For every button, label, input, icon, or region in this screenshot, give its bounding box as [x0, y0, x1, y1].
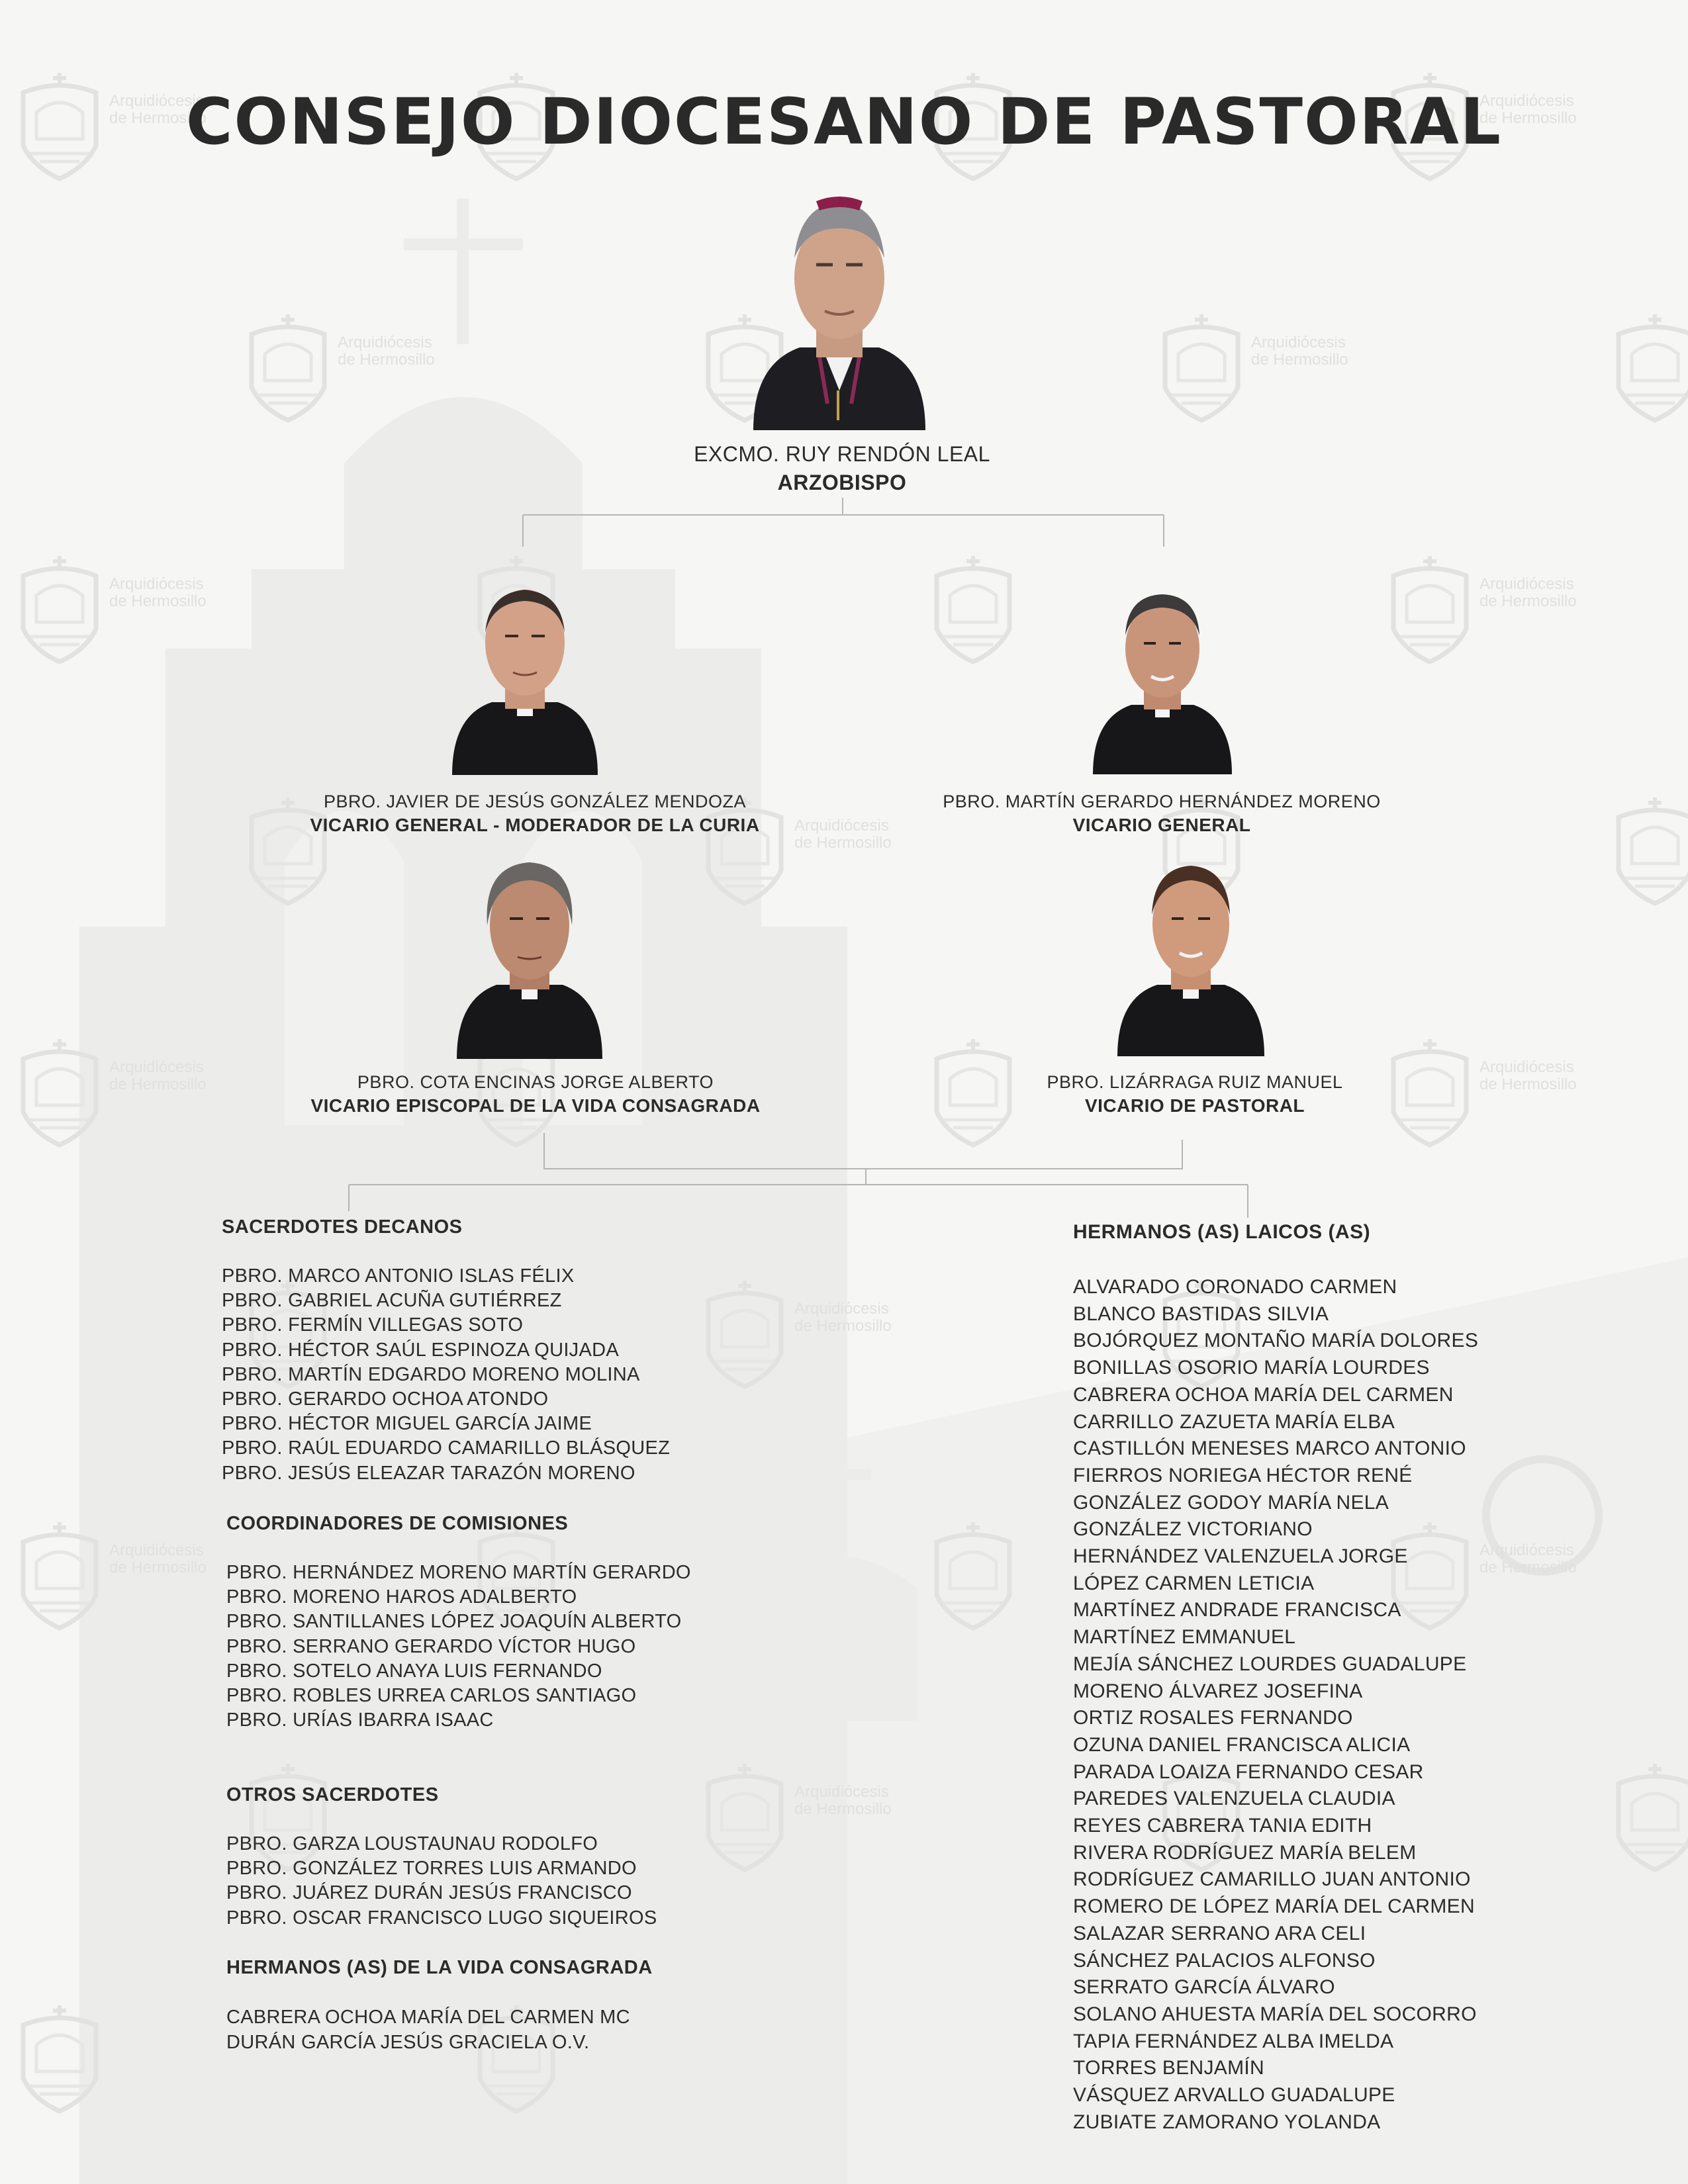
list-item: PBRO. HÉCTOR SAÚL ESPINOZA QUIJADA — [222, 1339, 619, 1361]
svg-text:Arquidiócesis: Arquidiócesis — [794, 817, 889, 835]
list-item: MARTÍNEZ EMMANUEL — [1073, 1626, 1296, 1649]
svg-text:Arquidiócesis: Arquidiócesis — [338, 334, 432, 351]
list-item: PBRO. OSCAR FRANCISCO LUGO SIQUEIROS — [226, 1907, 657, 1929]
list-item: FIERROS NORIEGA HÉCTOR RENÉ — [1073, 1464, 1413, 1486]
list-item: DURÁN GARCÍA JESÚS GRACIELA O.V. — [226, 2032, 590, 2053]
section-vida-consagrada — [226, 1957, 653, 2055]
list-item: TAPIA FERNÁNDEZ ALBA IMELDA — [1073, 2030, 1394, 2052]
list-item: PBRO. URÍAS IBARRA ISAAC — [226, 1709, 494, 1731]
list-item: SÁNCHEZ PALACIOS ALFONSO — [1073, 1949, 1376, 1972]
list-item: RODRÍGUEZ CAMARILLO JUAN ANTONIO — [1073, 1868, 1471, 1891]
list-item: PBRO. ROBLES URREA CARLOS SANTIAGO — [226, 1685, 637, 1707]
list-item: SERRATO GARCÍA ÁLVARO — [1073, 1976, 1335, 1999]
list-item: SOLANO AHUESTA MARÍA DEL SOCORRO — [1073, 2003, 1477, 2025]
member-list — [1073, 1274, 1478, 2136]
list-item: HERNÁNDEZ VALENZUELA JORGE — [1073, 1545, 1408, 1568]
list-item: ROMERO DE LÓPEZ MARÍA DEL CARMEN — [1073, 1895, 1475, 1918]
vicar-label — [310, 1072, 760, 1116]
vicar-name: PBRO. JAVIER DE JESÚS GONZÁLEZ MENDOZA — [323, 792, 747, 811]
svg-text:Arquidiócesis: Arquidiócesis — [109, 1541, 204, 1559]
svg-text:de Hermosillo: de Hermosillo — [794, 1800, 892, 1818]
list-item: PBRO. GARZA LOUSTAUNAU RODOLFO — [226, 1833, 598, 1854]
svg-text:de Hermosillo: de Hermosillo — [794, 1317, 892, 1335]
list-item: ALVARADO CORONADO CARMEN — [1073, 1276, 1397, 1298]
svg-text:de Hermosillo: de Hermosillo — [338, 351, 435, 369]
section-sacerdotes-decanos — [222, 1216, 670, 1486]
vicar-label — [1047, 1072, 1342, 1116]
svg-text:Arquidiócesis: Arquidiócesis — [1251, 334, 1346, 351]
section-heading: HERMANOS (AS) LAICOS (AS) — [1073, 1221, 1371, 1243]
svg-text:Arquidiócesis: Arquidiócesis — [109, 92, 204, 110]
svg-text:Arquidiócesis: Arquidiócesis — [109, 1058, 204, 1076]
list-item: PBRO. MARTÍN EDGARDO MORENO MOLINA — [222, 1363, 640, 1385]
list-item: PBRO. FERMÍN VILLEGAS SOTO — [222, 1314, 524, 1336]
list-item: PBRO. MORENO HAROS ADALBERTO — [226, 1586, 577, 1608]
vicar-name: PBRO. LIZÁRRAGA RUIZ MANUEL — [1047, 1072, 1343, 1092]
section-otros-sacerdotes — [226, 1784, 657, 1931]
section-heading: COORDINADORES DE COMISIONES — [226, 1513, 569, 1534]
list-item: BOJÓRQUEZ MONTAÑO MARÍA DOLORES — [1073, 1330, 1479, 1352]
list-item: PBRO. RAÚL EDUARDO CAMARILLO BLÁSQUEZ — [222, 1437, 671, 1459]
list-item: TORRES BENJAMÍN — [1073, 2057, 1264, 2079]
list-item: BLANCO BASTIDAS SILVIA — [1073, 1302, 1329, 1325]
svg-text:de Hermosillo: de Hermosillo — [1479, 1075, 1577, 1093]
archbishop-role: ARZOBISPO — [777, 471, 907, 494]
list-item: OZUNA DANIEL FRANCISCA ALICIA — [1073, 1733, 1411, 1756]
svg-text:Arquidiócesis: Arquidiócesis — [109, 575, 204, 593]
list-item: GONZÁLEZ GODOY MARÍA NELA — [1073, 1491, 1389, 1514]
list-item: CABRERA OCHOA MARÍA DEL CARMEN MC — [226, 2007, 630, 2028]
archbishop-label — [694, 442, 990, 495]
list-item: PBRO. HÉCTOR MIGUEL GARCÍA JAIME — [222, 1413, 592, 1435]
list-item: PBRO. JESÚS ELEAZAR TARAZÓN MORENO — [222, 1462, 635, 1484]
list-item: ORTIZ ROSALES FERNANDO — [1073, 1707, 1353, 1729]
svg-text:de Hermosillo: de Hermosillo — [109, 1559, 207, 1576]
list-item: PBRO. GONZÁLEZ TORRES LUIS ARMANDO — [226, 1858, 637, 1880]
vicar-portrait — [457, 852, 602, 1059]
member-list — [226, 1832, 657, 1931]
list-item: ZUBIATE ZAMORANO YOLANDA — [1073, 2111, 1381, 2133]
archbishop-name: EXCMO. RUY RENDÓN LEAL — [694, 442, 990, 466]
svg-text:Arquidiócesis: Arquidiócesis — [794, 1783, 889, 1801]
svg-text:Arquidiócesis: Arquidiócesis — [1479, 1541, 1574, 1559]
section-heading: OTROS SACERDOTES — [226, 1784, 439, 1805]
list-item: CARRILLO ZAZUETA MARÍA ELBA — [1073, 1410, 1395, 1433]
list-item: PBRO. MARCO ANTONIO ISLAS FÉLIX — [222, 1265, 575, 1287]
svg-text:Arquidiócesis: Arquidiócesis — [1479, 575, 1574, 593]
member-list — [226, 2005, 653, 2055]
list-item: PBRO. GERARDO OCHOA ATONDO — [222, 1388, 549, 1410]
svg-text:Arquidiócesis: Arquidiócesis — [1479, 1058, 1574, 1076]
list-item: REYES CABRERA TANIA EDITH — [1073, 1815, 1372, 1837]
list-item: BONILLAS OSORIO MARÍA LOURDES — [1073, 1357, 1430, 1379]
section-coordinadores-comisiones — [226, 1513, 691, 1733]
list-item: PBRO. SANTILLANES LÓPEZ JOAQUÍN ALBERTO — [226, 1611, 682, 1633]
list-item: PBRO. HERNÁNDEZ MORENO MARTÍN GERARDO — [226, 1562, 691, 1583]
vicar-role: VICARIO GENERAL — [1072, 815, 1251, 835]
list-item: MORENO ÁLVAREZ JOSEFINA — [1073, 1680, 1363, 1702]
list-item: PBRO. SERRANO GERARDO VÍCTOR HUGO — [226, 1635, 636, 1657]
list-item: SALAZAR SERRANO ARA CELI — [1073, 1922, 1366, 1944]
svg-text:de Hermosillo: de Hermosillo — [1479, 1559, 1577, 1576]
vicar-role: VICARIO DE PASTORAL — [1084, 1095, 1305, 1116]
archbishop-portrait — [753, 192, 925, 430]
svg-text:Arquidiócesis: Arquidiócesis — [794, 1300, 889, 1318]
list-item: LÓPEZ CARMEN LETICIA — [1073, 1572, 1315, 1594]
list-item: RIVERA RODRÍGUEZ MARÍA BELEM — [1073, 1841, 1417, 1864]
svg-text:de Hermosillo: de Hermosillo — [1251, 351, 1348, 369]
vicar-label — [310, 792, 759, 836]
svg-text:de Hermosillo: de Hermosillo — [109, 592, 207, 610]
svg-text:de Hermosillo: de Hermosillo — [109, 1075, 207, 1093]
vicar-portrait — [1117, 854, 1264, 1056]
section-hermanos-laicos — [1073, 1221, 1478, 2136]
vicar-name: PBRO. MARTÍN GERARDO HERNÁNDEZ MORENO — [943, 792, 1381, 811]
vicar-portrait — [1093, 582, 1232, 774]
list-item: PARADA LOAIZA FERNANDO CESAR — [1073, 1760, 1424, 1783]
member-list — [222, 1264, 670, 1486]
list-item: CABRERA OCHOA MARÍA DEL CARMEN — [1073, 1383, 1454, 1406]
list-item: MARTÍNEZ ANDRADE FRANCISCA — [1073, 1599, 1401, 1621]
list-item: PBRO. JUÁREZ DURÁN JESÚS FRANCISCO — [226, 1882, 632, 1904]
list-item: MEJÍA SÁNCHEZ LOURDES GUADALUPE — [1073, 1653, 1467, 1675]
member-list — [226, 1561, 691, 1733]
svg-text:Arquidiócesis: Arquidiócesis — [1479, 92, 1574, 110]
vicar-role: VICARIO EPISCOPAL DE LA VIDA CONSAGRADA — [310, 1095, 761, 1116]
list-item: VÁSQUEZ ARVALLO GUADALUPE — [1073, 2084, 1395, 2107]
list-item: PBRO. SOTELO ANAYA LUIS FERNANDO — [226, 1660, 602, 1682]
list-item: PBRO. GABRIEL ACUÑA GUTIÉRREZ — [222, 1290, 562, 1312]
svg-text:de Hermosillo: de Hermosillo — [1479, 109, 1577, 127]
vicar-label — [943, 792, 1381, 836]
svg-text:de Hermosillo: de Hermosillo — [109, 109, 207, 127]
svg-text:de Hermosillo: de Hermosillo — [1479, 592, 1577, 610]
vicar-name: PBRO. COTA ENCINAS JORGE ALBERTO — [357, 1072, 714, 1092]
section-heading: SACERDOTES DECANOS — [222, 1216, 463, 1238]
list-item: CASTILLÓN MENESES MARCO ANTONIO — [1073, 1437, 1466, 1460]
list-item: PAREDES VALENZUELA CLAUDIA — [1073, 1788, 1395, 1810]
svg-text:de Hermosillo: de Hermosillo — [794, 834, 892, 852]
vicar-role: VICARIO GENERAL - MODERADOR DE LA CURIA — [310, 815, 760, 835]
list-item: GONZÁLEZ VICTORIANO — [1073, 1518, 1313, 1541]
page-title: CONSEJO DIOCESANO DE PASTORAL — [186, 85, 1502, 159]
vicar-portrait — [452, 573, 598, 775]
section-heading: HERMANOS (AS) DE LA VIDA CONSAGRADA — [226, 1957, 653, 1978]
